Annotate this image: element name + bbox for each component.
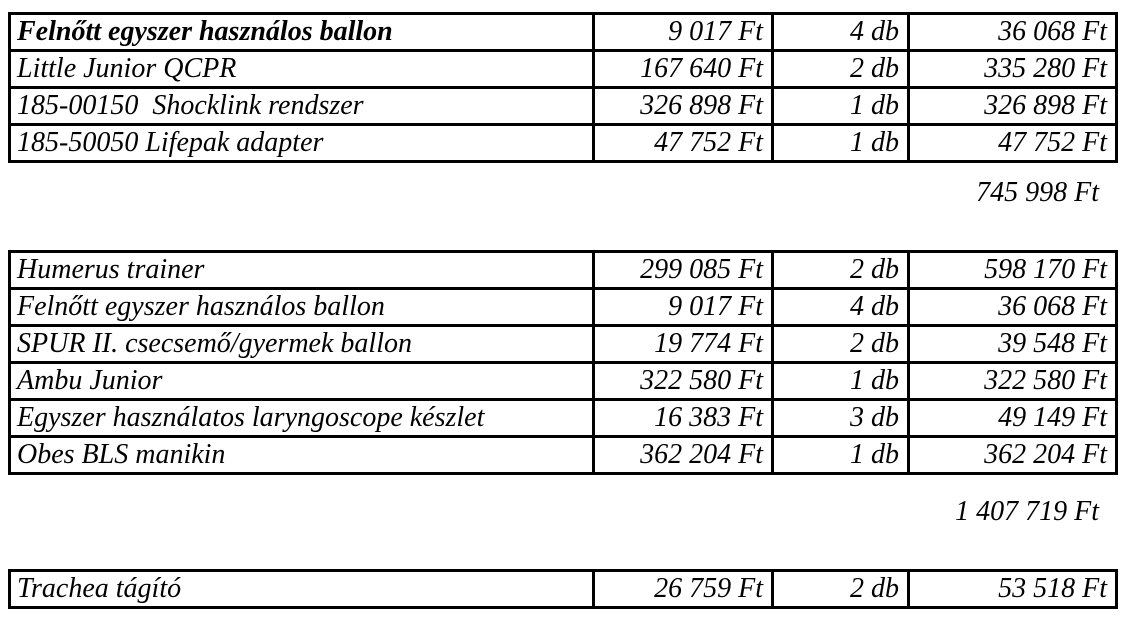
line-total: 53 518 Ft (909, 571, 1117, 608)
item-name: Egyszer használatos laryngoscope készlet (10, 400, 594, 437)
item-name: Trachea tágító (10, 571, 594, 608)
table-row (10, 252, 1117, 289)
table-row (10, 14, 1117, 51)
item-name: Little Junior QCPR (10, 51, 594, 88)
group-total: 1 407 719 Ft (955, 496, 1099, 527)
table-row (10, 289, 1117, 326)
quantity: 4 db (773, 289, 909, 326)
line-total: 47 752 Ft (909, 125, 1117, 162)
item-name: Obes BLS manikin (10, 437, 594, 474)
unit-price: 299 085 Ft (594, 252, 773, 289)
unit-price: 362 204 Ft (594, 437, 773, 474)
quantity: 1 db (773, 88, 909, 125)
group-total: 745 998 Ft (976, 177, 1099, 208)
table-row (10, 437, 1117, 474)
line-total: 36 068 Ft (909, 289, 1117, 326)
line-total: 362 204 Ft (909, 437, 1117, 474)
quantity: 1 db (773, 437, 909, 474)
unit-price: 16 383 Ft (594, 400, 773, 437)
table-row (10, 363, 1117, 400)
unit-price: 322 580 Ft (594, 363, 773, 400)
table-row (10, 125, 1117, 162)
unit-price: 326 898 Ft (594, 88, 773, 125)
item-name: Felnőtt egyszer használos ballon (10, 289, 594, 326)
line-total: 598 170 Ft (909, 252, 1117, 289)
quantity: 2 db (773, 252, 909, 289)
unit-price: 9 017 Ft (594, 289, 773, 326)
line-total: 49 149 Ft (909, 400, 1117, 437)
item-name: Humerus trainer (10, 252, 594, 289)
item-name: SPUR II. csecsemő/gyermek ballon (10, 326, 594, 363)
unit-price: 47 752 Ft (594, 125, 773, 162)
table-row (10, 326, 1117, 363)
line-total: 335 280 Ft (909, 51, 1117, 88)
quantity: 2 db (773, 326, 909, 363)
line-total: 36 068 Ft (909, 14, 1117, 51)
item-table-3 (8, 569, 1118, 609)
item-table-1 (8, 12, 1118, 163)
quantity: 4 db (773, 14, 909, 51)
table-row (10, 51, 1117, 88)
table-row (10, 571, 1117, 608)
item-name: 185-50050 Lifepak adapter (10, 125, 594, 162)
unit-price: 167 640 Ft (594, 51, 773, 88)
quantity: 3 db (773, 400, 909, 437)
quantity: 2 db (773, 571, 909, 608)
unit-price: 26 759 Ft (594, 571, 773, 608)
line-total: 326 898 Ft (909, 88, 1117, 125)
item-name: Ambu Junior (10, 363, 594, 400)
quantity: 1 db (773, 363, 909, 400)
table-row (10, 88, 1117, 125)
unit-price: 19 774 Ft (594, 326, 773, 363)
item-table-2 (8, 250, 1118, 475)
quantity: 1 db (773, 125, 909, 162)
quantity: 2 db (773, 51, 909, 88)
item-name: Felnőtt egyszer használos ballon (10, 14, 594, 51)
unit-price: 9 017 Ft (594, 14, 773, 51)
line-total: 39 548 Ft (909, 326, 1117, 363)
item-name: 185-00150 Shocklink rendszer (10, 88, 594, 125)
line-total: 322 580 Ft (909, 363, 1117, 400)
table-row (10, 400, 1117, 437)
